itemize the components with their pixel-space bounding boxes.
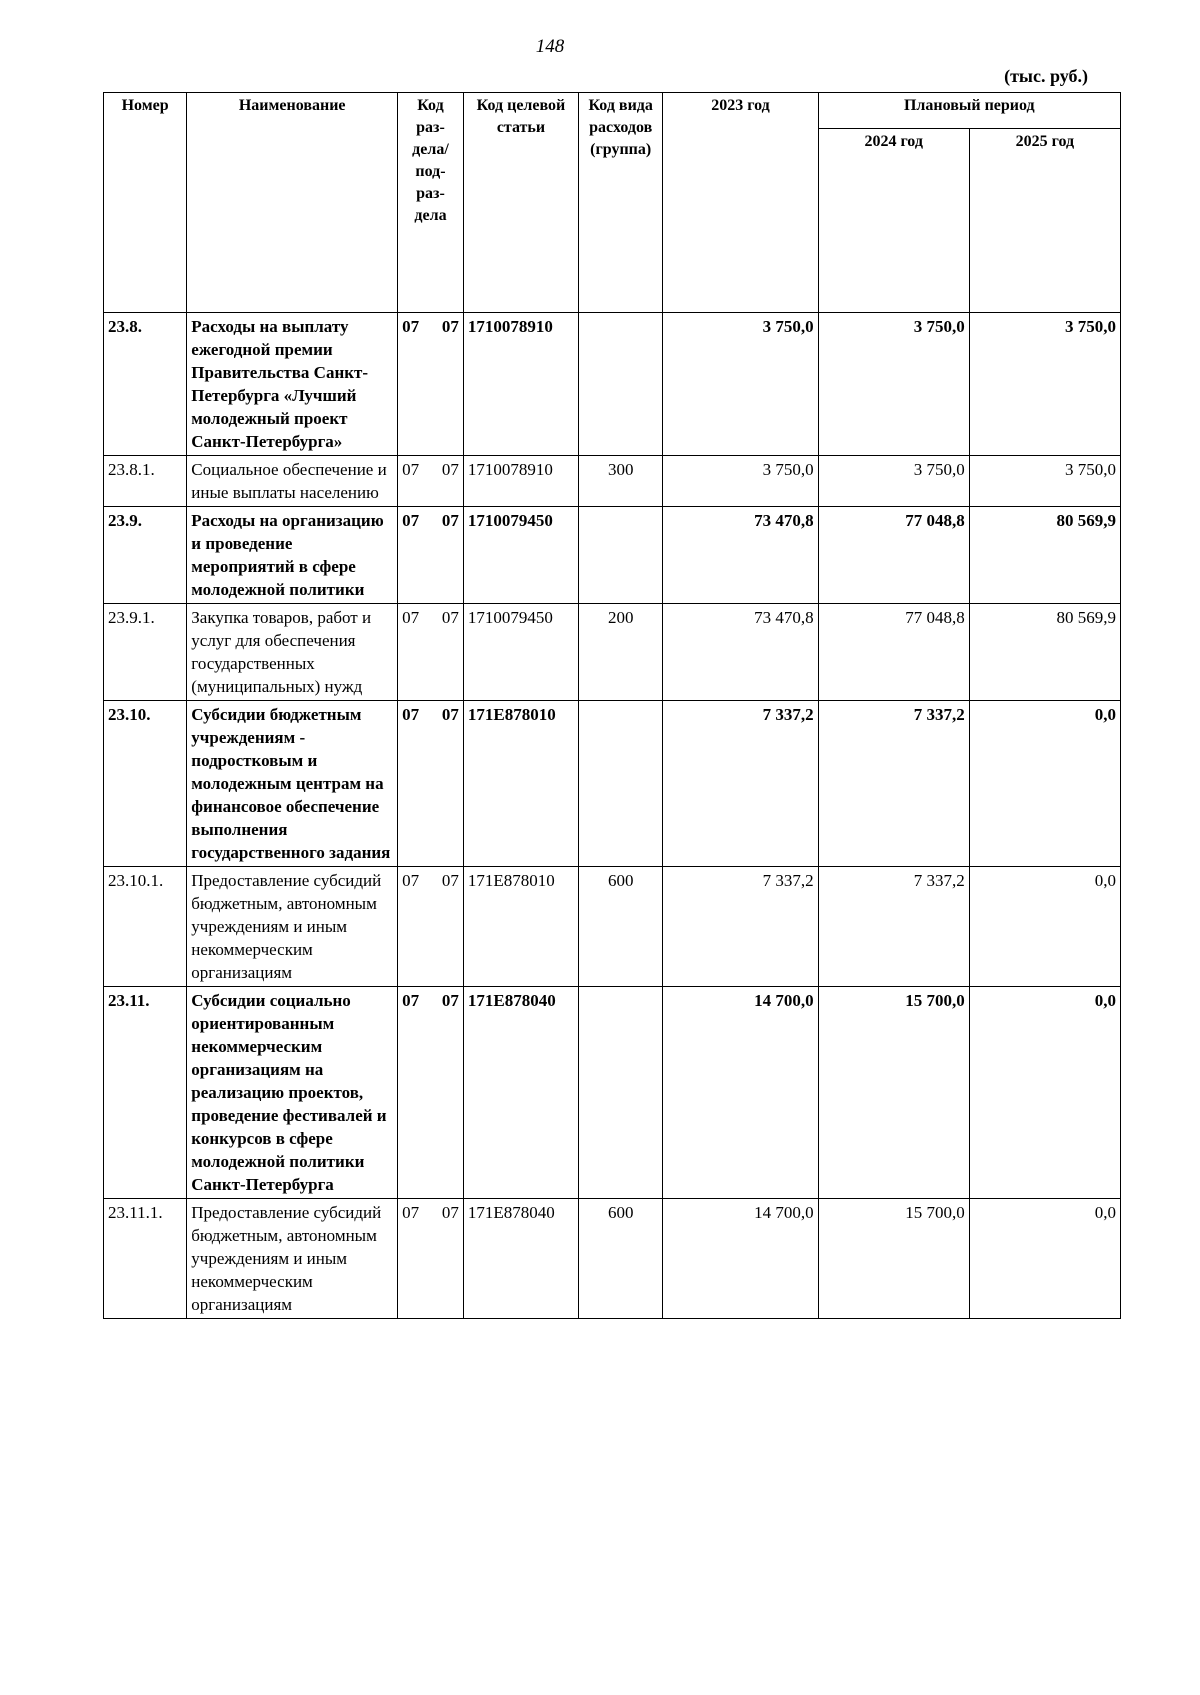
row-expense-type: 300	[579, 456, 663, 507]
row-value-2025: 0,0	[969, 1199, 1120, 1319]
row-value-2024: 77 048,8	[818, 604, 969, 701]
row-value-2025: 3 750,0	[969, 313, 1120, 456]
row-name: Расходы на организацию и проведение мероприятий в сфере молодежной политики	[187, 507, 398, 604]
row-section-code	[398, 867, 464, 987]
subsection-code: 07	[441, 1203, 459, 1222]
row-section-code	[398, 313, 464, 456]
table-body	[104, 313, 1121, 1319]
header-planned-period: Плановый период	[818, 93, 1120, 129]
row-section-code	[398, 604, 464, 701]
section-code: 07	[402, 1203, 420, 1222]
row-value-2025: 80 569,9	[969, 507, 1120, 604]
table-row	[104, 1199, 1121, 1319]
section-code: 07	[402, 991, 420, 1010]
row-name: Предоставление субсидий бюджетным, автономным учреждениям и иным некоммерческим организациям	[187, 867, 398, 987]
row-value-2024: 15 700,0	[818, 987, 969, 1199]
row-expense-type	[579, 701, 663, 867]
row-name: Социальное обеспечение и иные выплаты населению	[187, 456, 398, 507]
row-expense-type	[579, 507, 663, 604]
subsection-code: 07	[441, 511, 459, 530]
row-section-code	[398, 1199, 464, 1319]
section-code-pair	[402, 458, 459, 481]
row-expense-type	[579, 987, 663, 1199]
row-value-2023: 14 700,0	[663, 1199, 818, 1319]
subsection-code: 07	[441, 871, 459, 890]
row-number: 23.11.	[104, 987, 187, 1199]
row-number: 23.11.1.	[104, 1199, 187, 1319]
row-expense-type: 200	[579, 604, 663, 701]
row-target-code: 1710078910	[463, 313, 578, 456]
table-row	[104, 701, 1121, 867]
row-number: 23.9.	[104, 507, 187, 604]
row-value-2025: 80 569,9	[969, 604, 1120, 701]
row-value-2024: 7 337,2	[818, 867, 969, 987]
row-value-2023: 3 750,0	[663, 313, 818, 456]
section-code: 07	[402, 317, 420, 336]
row-value-2023: 3 750,0	[663, 456, 818, 507]
row-expense-type: 600	[579, 867, 663, 987]
row-value-2023: 14 700,0	[663, 987, 818, 1199]
section-code-pair	[402, 703, 459, 726]
section-code: 07	[402, 460, 420, 479]
row-name: Расходы на выплату ежегодной премии Правительства Санкт-Петербурга «Лучший молодежный проект Санкт-Петербурга»	[187, 313, 398, 456]
row-number: 23.10.	[104, 701, 187, 867]
table-row	[104, 313, 1121, 456]
header-expense-type-code: Код вида расходов (группа)	[579, 93, 663, 313]
table-row	[104, 456, 1121, 507]
row-value-2024: 7 337,2	[818, 701, 969, 867]
row-section-code	[398, 701, 464, 867]
header-year-2024: 2024 год	[818, 129, 969, 313]
row-value-2025: 0,0	[969, 701, 1120, 867]
table-row	[104, 867, 1121, 987]
table-header	[104, 93, 1121, 313]
section-code: 07	[402, 705, 420, 724]
section-code-pair	[402, 869, 459, 892]
row-expense-type: 600	[579, 1199, 663, 1319]
table-row	[104, 987, 1121, 1199]
row-value-2024: 3 750,0	[818, 313, 969, 456]
row-value-2025: 0,0	[969, 867, 1120, 987]
header-year-2023: 2023 год	[663, 93, 818, 313]
section-code-pair	[402, 315, 459, 338]
page-number: 148	[535, 36, 565, 57]
row-value-2024: 3 750,0	[818, 456, 969, 507]
table-row	[104, 507, 1121, 604]
row-name: Субсидии бюджетным учреждениям - подростковым и молодежным центрам на финансовое обеспечение выполнения государственного задания	[187, 701, 398, 867]
section-code-pair	[402, 989, 459, 1012]
row-value-2025: 0,0	[969, 987, 1120, 1199]
row-number: 23.8.1.	[104, 456, 187, 507]
header-year-2025: 2025 год	[969, 129, 1120, 313]
row-number: 23.10.1.	[104, 867, 187, 987]
row-number: 23.9.1.	[104, 604, 187, 701]
subsection-code: 07	[441, 608, 459, 627]
header-name: Наименование	[187, 93, 398, 313]
budget-table	[103, 92, 1121, 1319]
units-label: (тыс. руб.)	[1004, 66, 1088, 86]
row-target-code: 171E878040	[463, 1199, 578, 1319]
section-code-pair	[402, 1201, 459, 1224]
header-target-code: Код целевой статьи	[463, 93, 578, 313]
subsection-code: 07	[441, 705, 459, 724]
row-section-code	[398, 456, 464, 507]
row-target-code: 1710078910	[463, 456, 578, 507]
row-value-2023: 7 337,2	[663, 867, 818, 987]
row-section-code	[398, 507, 464, 604]
row-target-code: 1710079450	[463, 507, 578, 604]
row-name: Закупка товаров, работ и услуг для обеспечения государственных (муниципальных) нужд	[187, 604, 398, 701]
section-code: 07	[402, 871, 420, 890]
row-target-code: 1710079450	[463, 604, 578, 701]
row-target-code: 171E878010	[463, 867, 578, 987]
row-target-code: 171E878040	[463, 987, 578, 1199]
subsection-code: 07	[441, 317, 459, 336]
row-value-2024: 15 700,0	[818, 1199, 969, 1319]
section-code-pair	[402, 606, 459, 629]
section-code: 07	[402, 608, 420, 627]
row-value-2024: 77 048,8	[818, 507, 969, 604]
subsection-code: 07	[441, 991, 459, 1010]
row-expense-type	[579, 313, 663, 456]
section-code: 07	[402, 511, 420, 530]
header-number: Номер	[104, 93, 187, 313]
section-code-pair	[402, 509, 459, 532]
row-number: 23.8.	[104, 313, 187, 456]
table-row	[104, 604, 1121, 701]
row-value-2023: 7 337,2	[663, 701, 818, 867]
row-value-2025: 3 750,0	[969, 456, 1120, 507]
subsection-code: 07	[441, 460, 459, 479]
row-name: Субсидии социально ориентированным некоммерческим организациям на реализацию проектов, проведение фестивалей и конкурсов в сфере молодежной политики Санкт-Петербурга	[187, 987, 398, 1199]
row-name: Предоставление субсидий бюджетным, автономным учреждениям и иным некоммерческим организациям	[187, 1199, 398, 1319]
row-section-code	[398, 987, 464, 1199]
row-target-code: 171E878010	[463, 701, 578, 867]
row-value-2023: 73 470,8	[663, 604, 818, 701]
row-value-2023: 73 470,8	[663, 507, 818, 604]
header-section-code: Код раз-дела/ под-раз-дела	[398, 93, 464, 313]
